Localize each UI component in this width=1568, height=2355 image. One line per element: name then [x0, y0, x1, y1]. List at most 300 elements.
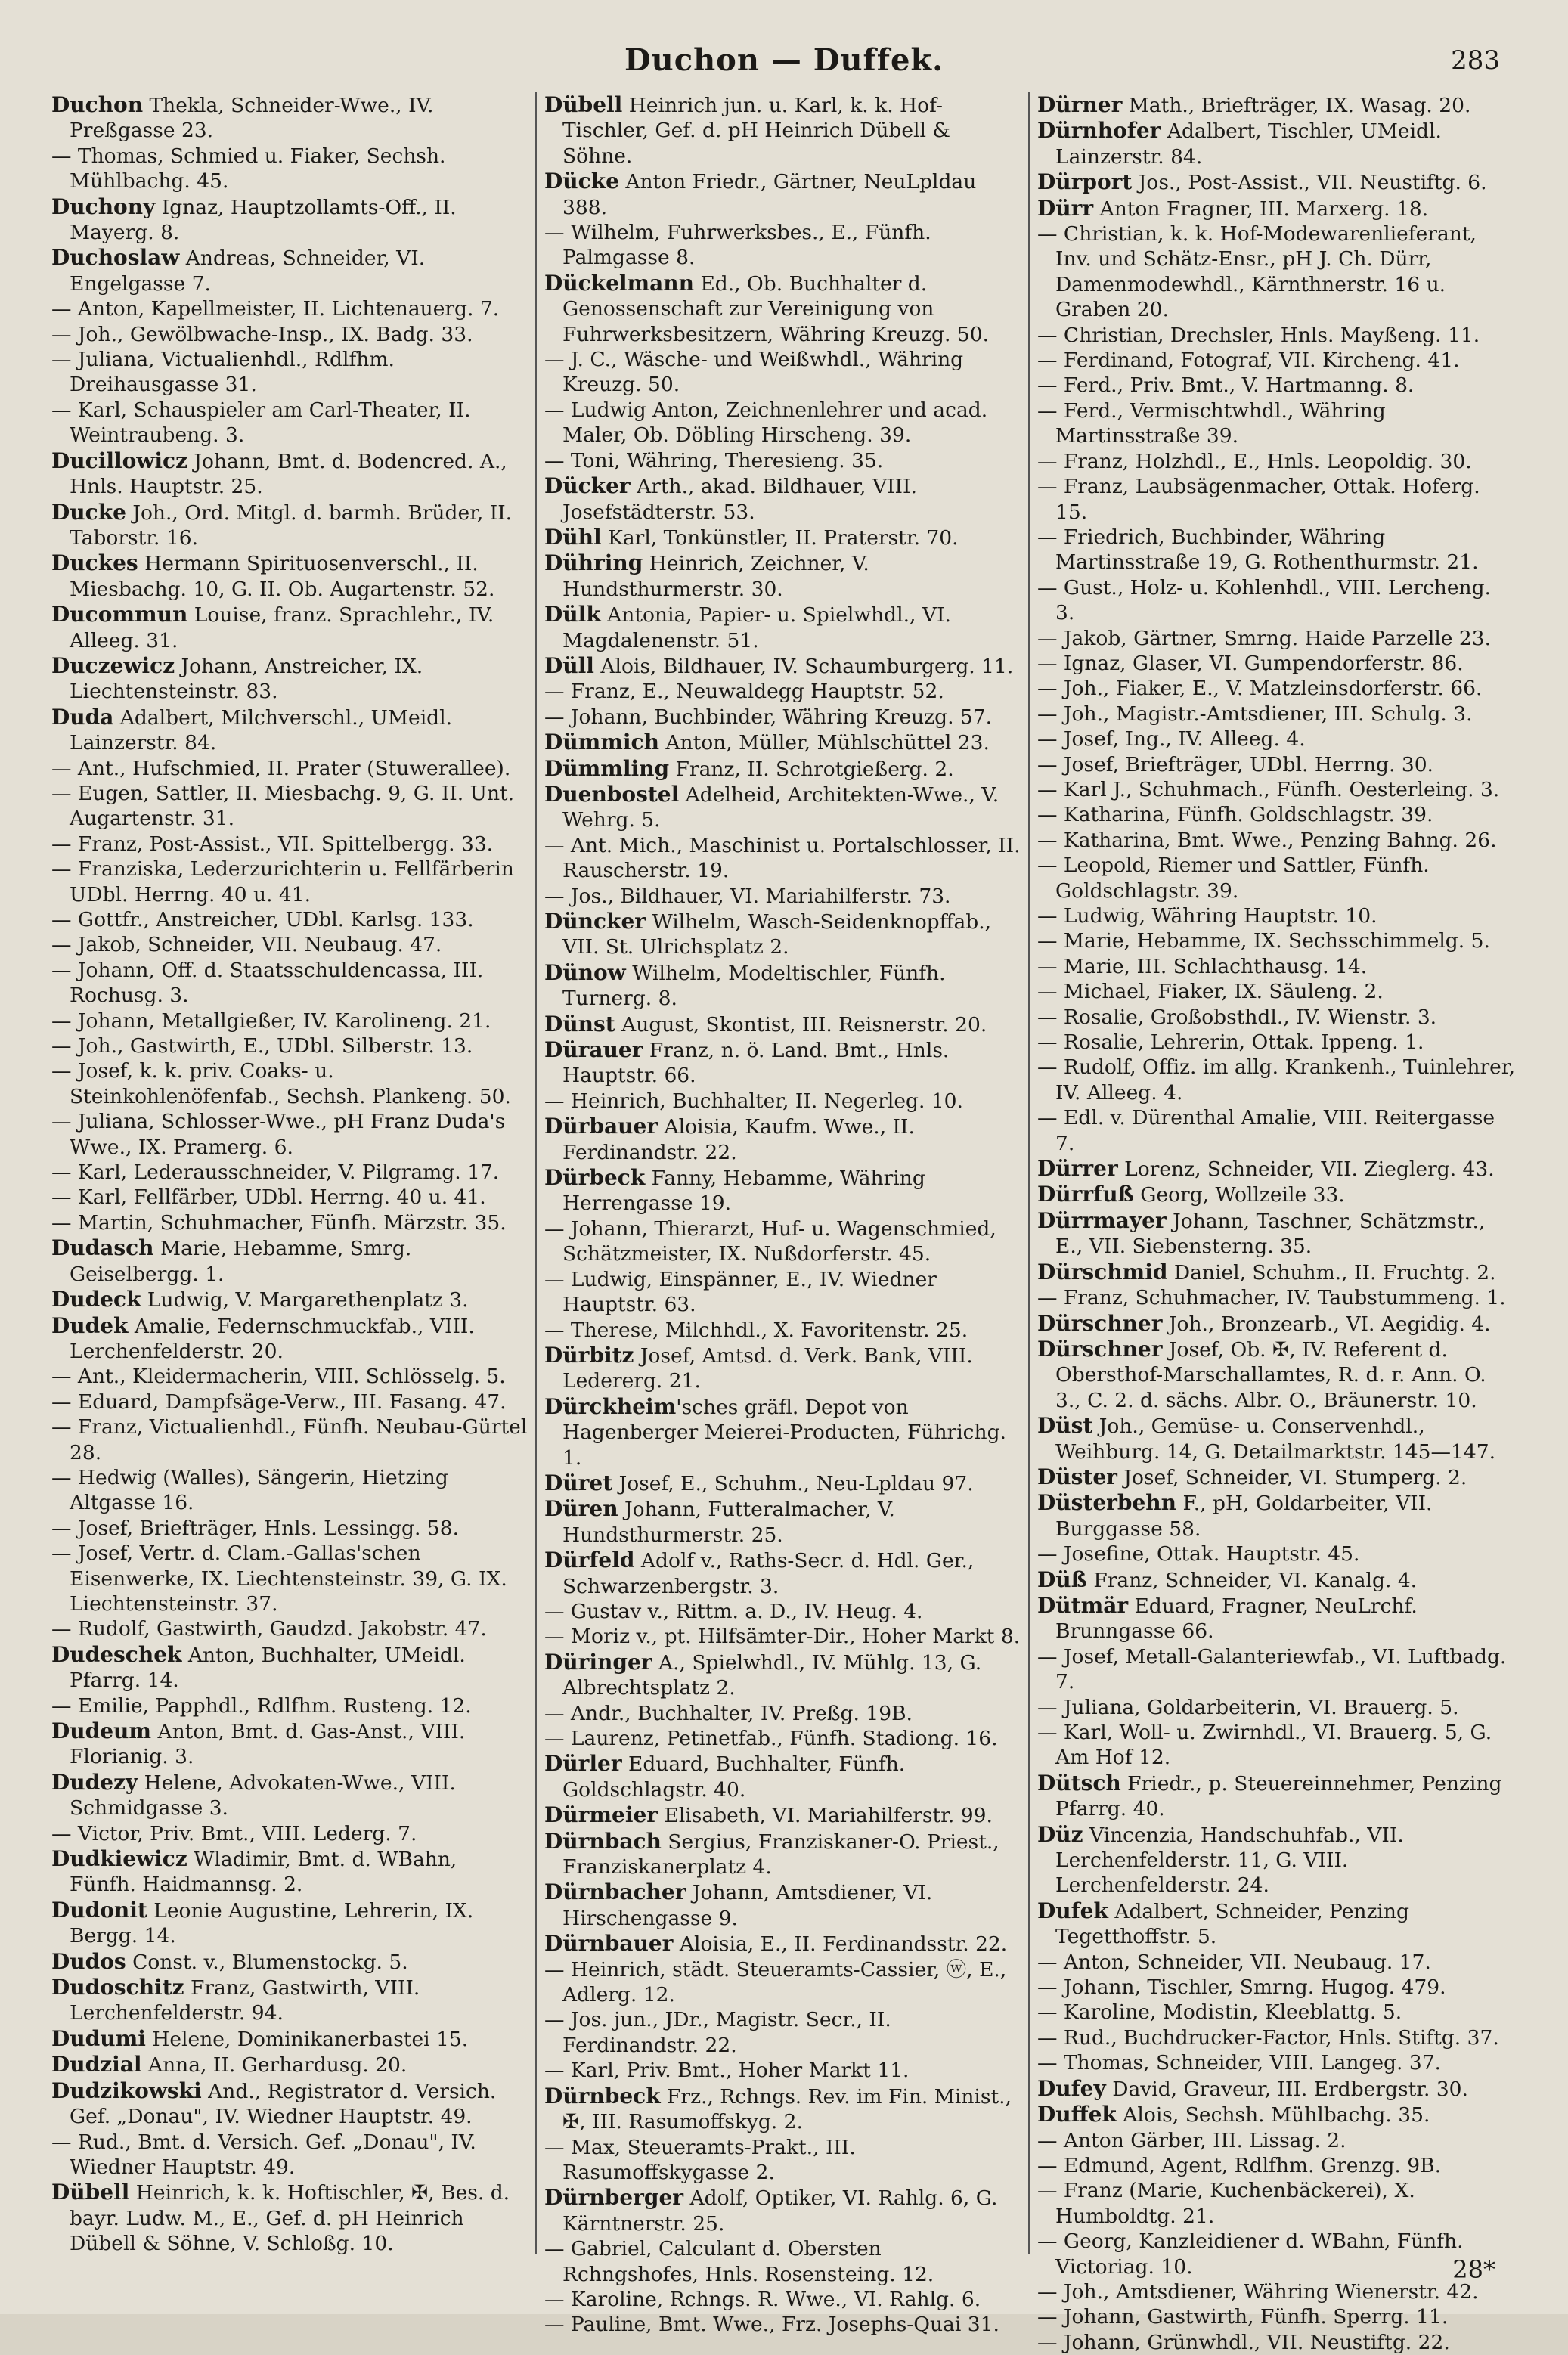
entry-surname: Düncker: [544, 909, 646, 934]
entry-surname: Dürckheim: [544, 1393, 677, 1419]
directory-entry: [544, 1165, 1021, 1216]
entry-surname: Dühring: [544, 550, 643, 576]
directory-entry: [544, 448, 1021, 473]
directory-entry: [51, 1465, 528, 1516]
entry-surname: Dürrer: [1037, 1156, 1118, 1182]
entry-detail: Franz, II. Schrotgießerg. 2.: [669, 757, 954, 781]
entry-detail: Ignaz, Hauptzollamts-Off., II. Mayerg. 8.: [70, 195, 457, 245]
directory-entry: [1037, 118, 1515, 169]
directory-entry: [1037, 2050, 1515, 2075]
entry-detail: Amalie, Federnschmuckfab., VIII. Lerchenfelderstr. 20.: [70, 1314, 475, 1363]
directory-entry: [544, 2084, 1021, 2135]
entry-detail: — Heinrich, städt. Steueramts-Cassier, ⓦ, E., Adlerg. 12.: [544, 1957, 1007, 2007]
entry-detail: — Joh., Magistr.-Amtsdiener, III. Schulg. 3.: [1037, 702, 1473, 726]
directory-entry: [1037, 2304, 1515, 2329]
entry-surname: Dürnbauer: [544, 1931, 674, 1957]
entry-detail: Adalbert, Schneider, Penzing Tegetthoffstr. 5.: [1055, 1899, 1409, 1949]
entry-detail: Lorenz, Schneider, VII. Zieglerg. 43.: [1117, 1157, 1495, 1182]
entry-detail: — Johann, Thierarzt, Huf- u. Wagenschmied, Schätzmeister, IX. Nußdorferstr. 45.: [544, 1216, 996, 1266]
entry-detail: — Christian, k. k. Hof-Modewarenlieferant, Inv. und Schätz-Ensr., pH J. Ch. Dürr, Damenmodewhdl., Kärnthnerstr. 16 u. Graben 20.: [1037, 222, 1477, 322]
entry-detail: — Johann, Gastwirth, Fünfh. Sperrg. 11.: [1037, 2305, 1449, 2329]
directory-entry: [51, 1949, 528, 1975]
entry-detail: — Josef, k. k. priv. Coaks- u. Steinkohlenöfenfab., Sechsh. Plankeng. 50.: [51, 1059, 511, 1108]
entry-detail: Alois, Sechsh. Mühlbachg. 35.: [1116, 2103, 1430, 2127]
entry-detail: Joh., Bronzearb., VI. Aegidig. 4.: [1162, 1312, 1491, 1336]
directory-entry: [1037, 1337, 1515, 1413]
entry-detail: — Josef, Vertr. d. Clam.-Gallas'schen Eisenwerke, IX. Liechtensteinstr. 39, G. IX. Liechtensteinstr. 37.: [51, 1542, 507, 1616]
entry-detail: — Martin, Schuhmacher, Fünfh. Märzstr. 35.: [51, 1210, 507, 1235]
entry-surname: Duda: [51, 704, 114, 730]
directory-entry: [1037, 1260, 1515, 1285]
directory-entry: [544, 1216, 1021, 1267]
entry-detail: — Rosalie, Lehrerin, Ottak. Ippeng. 1.: [1037, 1030, 1424, 1055]
entry-detail: — Andr., Buchhalter, IV. Preßg. 19B.: [544, 1701, 913, 1725]
directory-entry: [51, 602, 528, 653]
entry-detail: — Gustav v., Rittm. a. D., IV. Heug. 4.: [544, 1599, 923, 1623]
entry-detail: Josef, Ob. ✠, IV. Referent d. Obersthof-Marschallamtes, R. d. r. Ann. O. 3., C. 2. d. sächs. Albr. O., Bräunerstr. 10.: [1055, 1337, 1486, 1412]
entry-detail: — Karl, Lederausschneider, V. Pilgramg. 17.: [51, 1160, 500, 1185]
entry-detail: Vincenzia, Handschuhfab., VII. Lerchenfelderstr. 11, G. VIII. Lerchenfelderstr. 24.: [1055, 1823, 1404, 1898]
entry-detail: Anton Fragner, III. Marxerg. 18.: [1093, 197, 1429, 221]
directory-entry: [1037, 1490, 1515, 1542]
directory-entry: [1037, 2025, 1515, 2050]
page-number: 283: [1451, 45, 1500, 76]
directory-entry: [1037, 1030, 1515, 1055]
entry-detail: Anton, Bmt. d. Gas-Anst., VIII. Florianig. 3.: [70, 1720, 466, 1769]
directory-entry: [51, 2180, 528, 2256]
entry-surname: Dudeck: [51, 1287, 141, 1312]
entry-detail: — Josef, Ing., IV. Alleeg. 4.: [1037, 727, 1306, 751]
entry-detail: Fanny, Hebamme, Währing Herrengasse 19.: [562, 1167, 925, 1216]
entry-detail: — Josefine, Ottak. Hauptstr. 45.: [1037, 1542, 1360, 1566]
entry-surname: Dürschner: [1037, 1310, 1163, 1336]
entry-detail: — Josef, Briefträger, Hnls. Lessingg. 58.: [51, 1516, 460, 1540]
entry-detail: — Ferdinand, Fotograf, VII. Kircheng. 41.: [1037, 349, 1460, 373]
entry-detail: Anna, II. Gerhardusg. 20.: [141, 2053, 407, 2078]
directory-entry: [1037, 2229, 1515, 2279]
entry-detail: Anton, Müller, Mühlschüttel 23.: [658, 731, 990, 755]
directory-entry: [1037, 222, 1515, 323]
directory-entry: [544, 1012, 1021, 1037]
directory-entry: [51, 756, 528, 781]
directory-entry: [51, 857, 528, 907]
directory-entry: [51, 2078, 528, 2130]
directory-entry: [1037, 828, 1515, 853]
entry-detail: — Jos. jun., JDr., Magistr. Secr., II. Ferdinandstr. 22.: [544, 2008, 891, 2057]
entry-surname: Dudeschek: [51, 1641, 182, 1667]
directory-entry: [1037, 449, 1515, 474]
directory-entry: [51, 1185, 528, 1210]
entry-detail: F., pH, Goldarbeiter, VII. Burggasse 58.: [1055, 1492, 1433, 1541]
directory-entry: [544, 1267, 1021, 1318]
entry-detail: Josef, E., Schuhm., Neu-Lpldau 97.: [612, 1471, 974, 1495]
directory-entry: [544, 833, 1021, 884]
directory-entry: [544, 92, 1021, 169]
entry-surname: Ducommun: [51, 602, 188, 627]
entry-detail: Aloisia, Kaufm. Wwe., II. Ferdinandstr. 22.: [562, 1115, 915, 1164]
directory-entry: [1037, 398, 1515, 449]
directory-entry: [51, 322, 528, 347]
entry-detail: Wilhelm, Modeltischler, Fünfh. Turnerg. 8.: [562, 961, 946, 1011]
entry-detail: — Katharina, Fünfh. Goldschlagstr. 39.: [1037, 803, 1433, 827]
entry-detail: — Wilhelm, Fuhrwerksbes., E., Fünfh. Palmgasse 8.: [544, 221, 931, 270]
directory-entry: [544, 1802, 1021, 1828]
entry-surname: Dürnbach: [544, 1828, 662, 1854]
entry-detail: Friedr., p. Steuereinnehmer, Penzing Pfarrg. 40.: [1055, 1771, 1502, 1821]
entry-surname: Duchony: [51, 194, 156, 219]
entry-detail: — Franziska, Lederzurichterin u. Fellfärberin UDbl. Herrng. 40 u. 41.: [51, 857, 514, 906]
directory-entry: [51, 907, 528, 932]
entry-detail: — Gust., Holz- u. Kohlenhdl., VIII. Lercheng. 3.: [1037, 575, 1491, 625]
directory-entry: [544, 1879, 1021, 1931]
entry-detail: Andreas, Schneider, VI. Engelgasse 7.: [70, 246, 426, 296]
directory-entry: [51, 832, 528, 857]
entry-detail: — Josef, Metall-Galanteriewfab., VI. Luftbadg. 7.: [1037, 1644, 1507, 1694]
entry-detail: Adelheid, Architekten-Wwe., V. Wehrg. 5.: [562, 782, 999, 832]
entry-surname: Duchoslaw: [51, 245, 180, 271]
directory-entry: [544, 756, 1021, 782]
entry-detail: — Hedwig (Walles), Sängerin, Hietzing Altgasse 16.: [51, 1465, 448, 1515]
entry-detail: — Franz (Marie, Kuchenbäckerei), X. Humboldtg. 21.: [1037, 2179, 1415, 2228]
directory-entry: [544, 525, 1021, 550]
directory-entry: [544, 960, 1021, 1012]
directory-entry: [544, 653, 1021, 679]
directory-entry: [1037, 1975, 1515, 2000]
page-header: [0, 42, 1568, 88]
directory-entry: [1037, 2076, 1515, 2102]
entry-detail: — Rud., Buchdrucker-Factor, Hnls. Stiftg. 37.: [1037, 2025, 1499, 2050]
entry-detail: — Pauline, Bmt. Wwe., Frz. Josephs-Quai 31.: [544, 2313, 999, 2337]
directory-entry: [544, 550, 1021, 602]
directory-entry: [544, 705, 1021, 730]
entry-surname: Dürbitz: [544, 1342, 634, 1368]
directory-entry: [51, 550, 528, 602]
entry-detail: — Georg, Kanzleidiener d. WBahn, Fünfh. Victoriag. 10.: [1037, 2230, 1464, 2279]
entry-detail: Aloisia, E., II. Ferdinandsstr. 22.: [673, 1932, 1008, 1957]
entry-detail: — Johann, Grünwhdl., VII. Neustiftg. 22.: [1037, 2330, 1450, 2354]
entry-detail: Josef, Amtsd. d. Verk. Bank, VIII. Ledererg. 21.: [562, 1343, 973, 1393]
entry-surname: Dürmeier: [544, 1802, 658, 1828]
directory-entry: [544, 1624, 1021, 1649]
directory-entry: [51, 1009, 528, 1033]
directory-entry: [544, 2287, 1021, 2312]
directory-entry: [1037, 1898, 1515, 1950]
directory-entry: [544, 1829, 1021, 1880]
directory-entry: [1037, 196, 1515, 222]
entry-surname: Dütsch: [1037, 1770, 1121, 1796]
directory-entry: [1037, 853, 1515, 903]
entry-detail: — Ludwig Anton, Zeichnenlehrer und acad. Maler, Ob. Döbling Hirscheng. 39.: [544, 398, 988, 448]
entry-detail: — Jakob, Schneider, VII. Neubaug. 47.: [51, 933, 442, 957]
directory-entry: [1037, 1720, 1515, 1771]
entry-detail: Ed., Ob. Buchhalter d. Genossenschaft zur Vereinigung von Fuhrwerksbesitzern, Währing Kreuzg. 50.: [562, 271, 990, 346]
directory-entry: [544, 1114, 1021, 1165]
entry-surname: Dümmich: [544, 730, 659, 755]
directory-entry: [544, 1650, 1021, 1701]
entry-detail: — Franz, E., Neuwaldegg Hauptstr. 52.: [544, 680, 944, 704]
directory-entry: [51, 1770, 528, 1821]
entry-surname: Dürler: [544, 1751, 622, 1777]
entry-detail: — Eugen, Sattler, II. Miesbachg. 9, G. II. Unt. Augartenstr. 31.: [51, 781, 515, 831]
entry-surname: Düringer: [544, 1649, 652, 1675]
entry-detail: Adalbert, Tischler, UMeidl. Lainzerstr. 84.: [1055, 119, 1442, 169]
directory-entry: [51, 296, 528, 321]
directory-entry: [51, 194, 528, 246]
directory-entry: [1037, 373, 1515, 398]
entry-detail: Leonie Augustine, Lehrerin, IX. Bergg. 14.: [70, 1898, 474, 1948]
entry-detail: — Emilie, Papphdl., Rdlfhm. Rusteng. 12.: [51, 1693, 472, 1718]
entry-surname: Dünow: [544, 959, 626, 985]
entry-surname: Ducke: [51, 499, 126, 525]
entry-detail: Heinrich jun. u. Karl, k. k. Hof-Tischler, Gef. d. pH Heinrich Dübell & Söhne.: [562, 94, 951, 168]
entry-detail: — Anton Gärber, III. Lissag. 2.: [1037, 2128, 1346, 2152]
entry-surname: Dürner: [1037, 92, 1123, 117]
directory-entry: [1037, 2178, 1515, 2229]
entry-detail: — Karl, Fellfärber, UDbl. Herrng. 40 u. 41.: [51, 1185, 486, 1210]
directory-entry: [544, 271, 1021, 347]
entry-detail: — Marie, III. Schlachthausg. 14.: [1037, 954, 1368, 978]
entry-detail: — Franz, Holzhdl., E., Hnls. Leopoldig. 30.: [1037, 449, 1472, 473]
entry-detail: Thekla, Schneider-Wwe., IV. Preßgasse 23.: [70, 94, 434, 143]
entry-detail: — Ignaz, Glaser, VI. Gumpendorferstr. 86.: [1037, 651, 1464, 675]
directory-entry: [1037, 575, 1515, 626]
directory-entry: [51, 1541, 528, 1616]
directory-entry: [544, 347, 1021, 398]
entry-detail: Sergius, Franziskaner-O. Priest., Franziskanerplatz 4.: [562, 1830, 999, 1879]
directory-entry: [51, 1846, 528, 1898]
directory-entry: [51, 1415, 528, 1465]
entry-detail: — Anton, Kapellmeister, II. Lichtenauerg. 7.: [51, 297, 500, 321]
entry-surname: Dufey: [1037, 2075, 1106, 2101]
entry-detail: A., Spielwhdl., IV. Mühlg. 13, G. Albrechtsplatz 2.: [562, 1650, 982, 1700]
directory-entry: [51, 500, 528, 551]
directory-entry: [51, 653, 528, 705]
directory-entry: [1037, 1005, 1515, 1030]
entry-surname: Dürrfuß: [1037, 1182, 1134, 1207]
entry-detail: Wilhelm, Wasch-Seidenknopffab., VII. St. Ulrichsplatz 2.: [562, 910, 992, 959]
entry-detail: Franz, n. ö. Land. Bmt., Hnls. Hauptstr. 66.: [562, 1039, 950, 1088]
directory-entry: [51, 1616, 528, 1641]
directory-entry: [51, 932, 528, 957]
entry-detail: — Michael, Fiaker, IX. Säuleng. 2.: [1037, 980, 1384, 1004]
entry-detail: — Karl, Schauspieler am Carl-Theater, II. Weintraubeng. 3.: [51, 398, 471, 448]
entry-detail: — Ant. Mich., Maschinist u. Portalschlosser, II. Rauscherstr. 19.: [544, 833, 1021, 883]
directory-entry: [544, 1548, 1021, 1599]
directory-entry: [544, 169, 1021, 220]
entry-surname: Duczewicz: [51, 652, 175, 678]
directory-entry: [51, 1390, 528, 1415]
directory-entry: [1037, 1156, 1515, 1182]
directory-entry: [51, 398, 528, 448]
directory-entry: [1037, 2102, 1515, 2127]
entry-detail: — Ludwig, Einspänner, E., IV. Wiedner Hauptstr. 63.: [544, 1267, 937, 1317]
entry-detail: — Leopold, Riemer und Sattler, Fünfh. Goldschlagstr. 39.: [1037, 854, 1430, 903]
entry-detail: Ludwig, V. Margarethenplatz 3.: [141, 1288, 469, 1312]
directory-entry: [51, 1033, 528, 1058]
entry-detail: Joh., Gemüse- u. Conservenhdl., Weihburg. 14, G. Detailmarktstr. 145—147.: [1055, 1415, 1496, 1464]
directory-entry: [51, 245, 528, 296]
entry-detail: — Joh., Gewölbwache-Insp., IX. Badg. 33.: [51, 322, 473, 346]
directory-entry: [544, 884, 1021, 909]
entry-detail: — Gottfr., Anstreicher, UDbl. Karlsg. 133.: [51, 908, 474, 931]
entry-surname: Dürnbeck: [544, 2083, 661, 2109]
directory-entry: [1037, 2000, 1515, 2025]
running-title: Duchon — Duffek.: [624, 42, 944, 78]
directory-entry: [51, 1516, 528, 1541]
entry-detail: Const. v., Blumenstockg. 5.: [126, 1950, 408, 1974]
entry-detail: Helene, Advokaten-Wwe., VIII. Schmidgasse 3.: [70, 1771, 456, 1820]
entry-surname: Dürnbacher: [544, 1879, 686, 1905]
directory-entry: [544, 1931, 1021, 1957]
entry-detail: — Heinrich, Buchhalter, II. Negerleg. 10.: [544, 1089, 963, 1113]
entry-surname: Dücke: [544, 169, 619, 194]
directory-entry: [1037, 1695, 1515, 1720]
directory-entry: [1037, 1182, 1515, 1207]
entry-detail: Daniel, Schuhm., II. Fruchtg. 2.: [1167, 1260, 1496, 1284]
entry-detail: — Ferd., Priv. Bmt., V. Hartmanng. 8.: [1037, 373, 1415, 398]
entry-surname: Düren: [544, 1496, 618, 1522]
entry-detail: — Thomas, Schmied u. Fiaker, Sechsh. Mühlbachg. 45.: [51, 144, 446, 194]
entry-surname: Dürbeck: [544, 1165, 646, 1191]
entry-surname: Dürnhofer: [1037, 118, 1161, 144]
entry-surname: Dürport: [1037, 169, 1133, 195]
entry-detail: — Johann, Off. d. Staatsschuldencassa, III. Rochusg. 3.: [51, 958, 484, 1008]
entry-detail: — Joh., Gastwirth, E., UDbl. Silberstr. 13.: [51, 1034, 473, 1058]
entry-surname: Düret: [544, 1470, 613, 1495]
entry-surname: Dückelmann: [544, 270, 695, 296]
directory-entry: [1037, 1311, 1515, 1337]
directory-entry: [51, 347, 528, 398]
signature-mark: 28*: [1452, 2255, 1495, 2284]
directory-entry: [544, 398, 1021, 448]
directory-entry: [51, 1058, 528, 1109]
entry-detail: — Thomas, Schneider, VIII. Langeg. 37.: [1037, 2051, 1441, 2075]
entry-detail: Franz, Schneider, VI. Kanalg. 4.: [1086, 1568, 1418, 1592]
entry-surname: Düß: [1037, 1566, 1087, 1592]
entry-detail: — Juliana, Goldarbeiterin, VI. Brauerg. 5.: [1037, 1695, 1459, 1719]
entry-detail: Adalbert, Milchverschl., UMeidl. Lainzerstr. 84.: [70, 705, 453, 755]
column-2: [537, 92, 1030, 2337]
entry-detail: — Ludwig, Währing Hauptstr. 10.: [1037, 904, 1377, 928]
entry-detail: Karl, Tonkünstler, II. Praterstr. 70.: [601, 525, 959, 550]
entry-detail: — Franz, Laubsägenmacher, Ottak. Hoferg. 15.: [1037, 475, 1480, 524]
entry-detail: — Karl, Woll- u. Zwirnhdl., VI. Brauerg. 5, G. Am Hof 12.: [1037, 1721, 1492, 1770]
directory-entry: [544, 1318, 1021, 1343]
entry-detail: Eduard, Fragner, NeuLrchf. Brunngasse 66.: [1055, 1594, 1418, 1644]
entry-surname: Dudek: [51, 1312, 129, 1338]
entry-detail: — Karoline, Rchngs. R. Wwe., VI. Rahlg. 6.: [544, 2287, 981, 2311]
entry-surname: Dudasch: [51, 1235, 154, 1261]
directory-entry: [1037, 777, 1515, 802]
entry-detail: Adolf v., Raths-Secr. d. Hdl. Ger., Schwarzenbergstr. 3.: [562, 1549, 975, 1598]
directory-entry: [1037, 702, 1515, 727]
entry-surname: Duenbostel: [544, 781, 680, 807]
directory-entry: [51, 2026, 528, 2052]
entry-surname: Dudkiewicz: [51, 1846, 187, 1872]
directory-entry: [1037, 323, 1515, 348]
entry-detail: — Joh., Amtsdiener, Währing Wienerstr. 42.: [1037, 2279, 1479, 2304]
directory-entry: [1037, 1285, 1515, 1310]
entry-detail: — Rudolf, Offiz. im allg. Krankenh., Tuinlehrer, IV. Alleeg. 4.: [1037, 1055, 1515, 1105]
entry-surname: Dühl: [544, 524, 602, 550]
directory-entry: [1037, 676, 1515, 701]
entry-surname: Dürschner: [1037, 1336, 1163, 1362]
entry-surname: Dürschmid: [1037, 1259, 1168, 1284]
entry-surname: Düz: [1037, 1821, 1083, 1847]
entry-detail: — Katharina, Bmt. Wwe., Penzing Bahng. 26.: [1037, 828, 1497, 852]
entry-detail: — Ferd., Vermischtwhdl., Währing Martinsstraße 39.: [1037, 398, 1386, 448]
entry-detail: Elisabeth, VI. Mariahilferstr. 99.: [658, 1804, 993, 1828]
directory-entry: [1037, 1542, 1515, 1566]
directory-entry: [51, 958, 528, 1009]
entry-detail: Hermann Spirituosenverschl., II. Miesbachg. 10, G. II. Ob. Augartenstr. 52.: [70, 552, 495, 601]
entry-surname: Dudeum: [51, 1718, 152, 1743]
entry-detail: 'sches gräfl. Depot von Hagenberger Meierei-Producten, Führichg. 1.: [562, 1395, 1006, 1470]
entry-detail: Joh., Ord. Mitgl. d. barmh. Brüder, II. Taborstr. 16.: [70, 500, 513, 550]
entry-detail: — Karl J., Schuhmach., Fünfh. Oesterleing. 3.: [1037, 777, 1500, 801]
directory-entry: [544, 782, 1021, 833]
entry-detail: Eduard, Buchhalter, Fünfh. Goldschlagstr. 40.: [562, 1752, 906, 1802]
entry-detail: Frz., Rchngs. Rev. im Fin. Minist., ✠, III. Rasumoffskyg. 2.: [562, 2084, 1012, 2134]
directory-entry: [1037, 525, 1515, 575]
entry-detail: — Ant., Hufschmied, II. Prater (Stuwerallee).: [51, 756, 511, 780]
directory-entry: [544, 909, 1021, 960]
directory-entry: [51, 1718, 528, 1770]
entry-detail: — Johann, Tischler, Smrng. Hugog. 479.: [1037, 1975, 1446, 2000]
entry-detail: — Eduard, Dampfsäge-Verw., III. Fasang. 47.: [51, 1390, 507, 1414]
directory-entry: [51, 2130, 528, 2180]
entry-surname: Dübell: [51, 2180, 130, 2205]
entry-surname: Duchon: [51, 92, 144, 117]
entry-surname: Düll: [544, 652, 594, 678]
directory-entry: [1037, 169, 1515, 195]
entry-detail: And., Registrator d. Versich. Gef. „Donau", IV. Wiedner Hauptstr. 49.: [70, 2079, 497, 2129]
entry-surname: Dudezy: [51, 1769, 138, 1795]
entry-surname: Duckes: [51, 550, 138, 576]
directory-entry: [544, 1470, 1021, 1496]
entry-detail: Wladimir, Bmt. d. WBahn, Fünfh. Haidmannsg. 2.: [70, 1848, 457, 1897]
entry-detail: Anton, Buchhalter, UMeidl. Pfarrg. 14.: [70, 1643, 466, 1693]
entry-surname: Dudzikowski: [51, 2078, 202, 2103]
entry-detail: — Rud., Bmt. d. Versich. Gef. „Donau", IV. Wiedner Hauptstr. 49.: [51, 2130, 476, 2179]
directory-entry: [544, 730, 1021, 755]
entry-detail: — Edmund, Agent, Rdlfhm. Grenzg. 9B.: [1037, 2153, 1442, 2177]
entry-detail: — Marie, Hebamme, IX. Sechsschimmelg. 5.: [1037, 929, 1490, 953]
directory-entry: [51, 1898, 528, 1949]
directory-entry: [1037, 626, 1515, 651]
directory-entry: [51, 448, 528, 500]
entry-detail: Georg, Wollzeile 33.: [1133, 1183, 1345, 1207]
directory-entry: [1037, 928, 1515, 953]
entry-detail: — Friedrich, Buchbinder, Währing Martinsstraße 19, G. Rothenthurmstr. 21.: [1037, 525, 1479, 575]
directory-entry: [51, 705, 528, 756]
directory-entry: [544, 1089, 1021, 1114]
entry-surname: Dürnberger: [544, 2185, 684, 2211]
directory-entry: [1037, 752, 1515, 777]
directory-entry: [1037, 2330, 1515, 2355]
entry-surname: Dünst: [544, 1011, 615, 1037]
directory-entry: [51, 781, 528, 832]
entry-detail: — Juliana, Victualienhdl., Rdlfhm. Dreihausgasse 31.: [51, 348, 395, 397]
directory-entry: [1037, 1208, 1515, 1260]
entry-detail: — Karoline, Modistin, Kleeblattg. 5.: [1037, 2000, 1402, 2025]
entry-detail: — Johann, Metallgießer, IV. Karolineng. 21.: [51, 1009, 491, 1033]
entry-detail: — Toni, Währing, Theresieng. 35.: [544, 448, 884, 473]
directory-entry: [1037, 2153, 1515, 2178]
entry-detail: Louise, franz. Sprachlehr., IV. Alleeg. 31.: [70, 603, 494, 652]
entry-detail: — Max, Steueramts-Prakt., III. Rasumoffskygasse 2.: [544, 2135, 856, 2184]
entry-detail: — Franz, Victualienhdl., Fünfh. Neubau-Gürtel 28.: [51, 1415, 528, 1464]
